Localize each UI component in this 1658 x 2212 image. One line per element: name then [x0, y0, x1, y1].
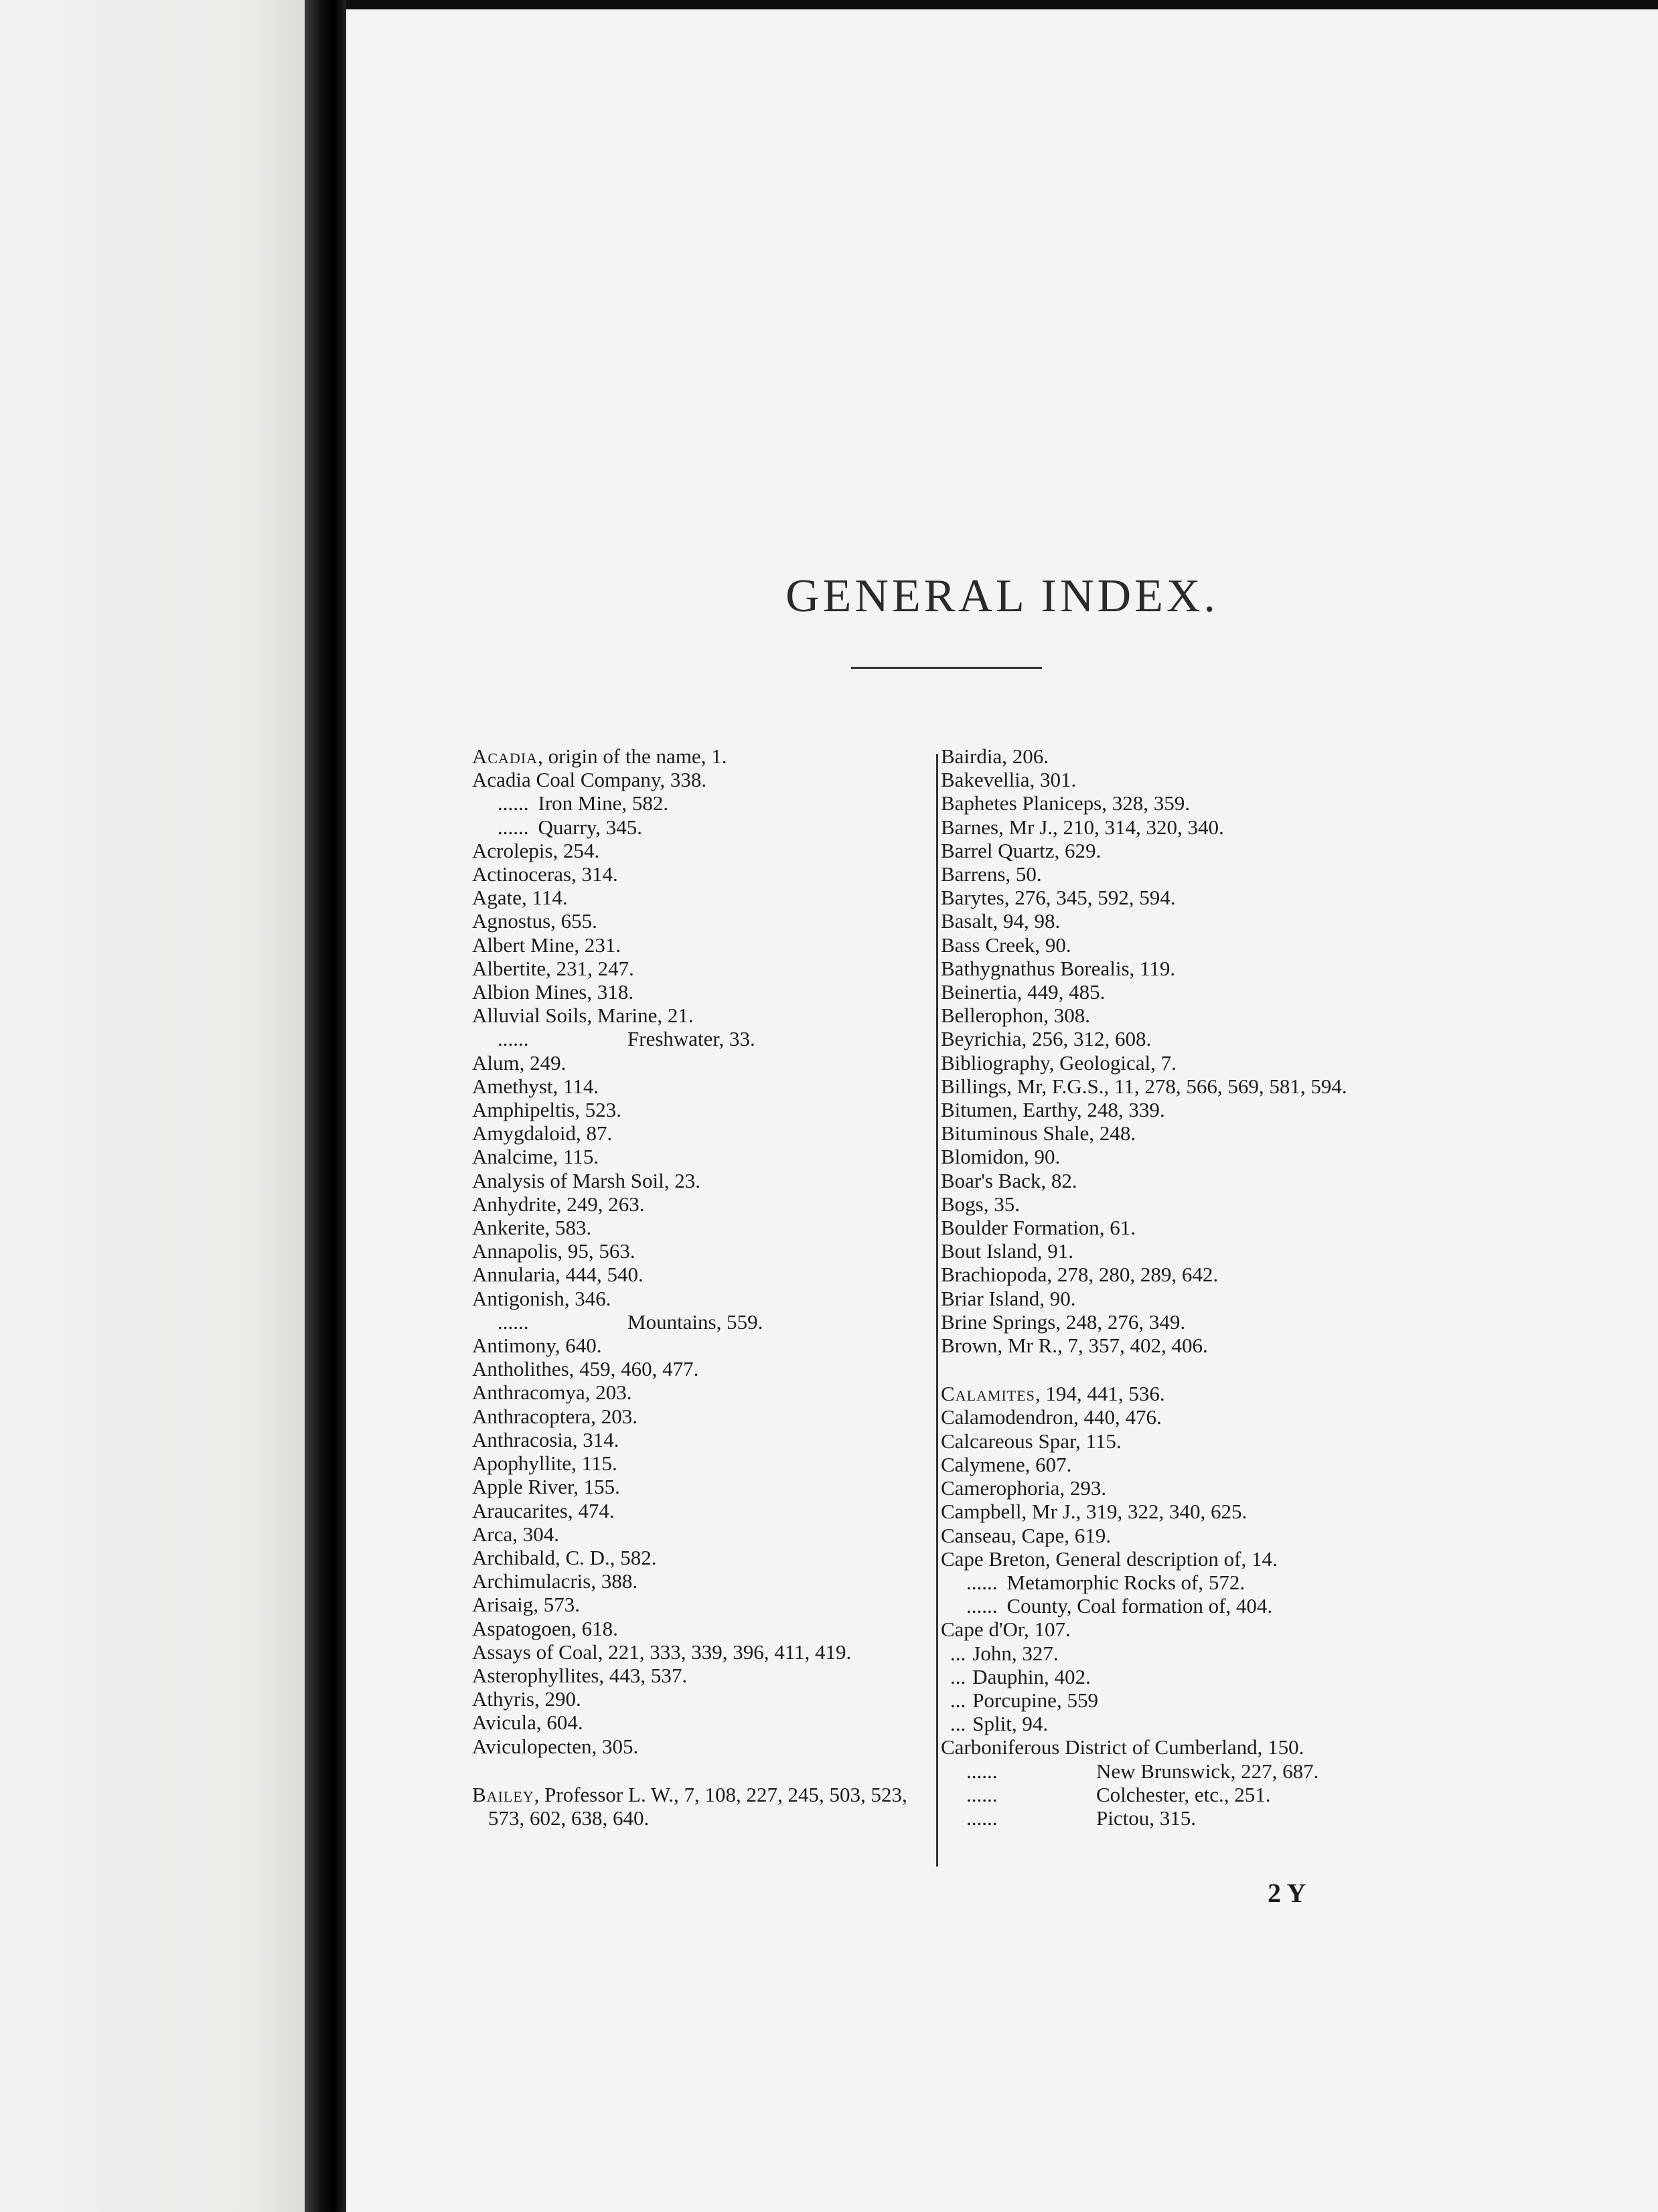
index-entry [941, 1712, 1416, 1735]
index-entry [472, 1711, 934, 1734]
index-entry-text: Athyris, 290. [472, 1687, 581, 1711]
index-entry [941, 1239, 1416, 1263]
index-entry [472, 1405, 934, 1428]
index-entry-text: Bellerophon, 308. [941, 1004, 1090, 1028]
index-entry [472, 1522, 934, 1546]
index-entry-text: Actinoceras, 314. [472, 862, 618, 886]
index-letter-head: Acadia [472, 744, 538, 768]
index-entry-text: Analysis of Marsh Soil, 23. [472, 1168, 700, 1192]
index-entry-text: Canseau, Cape, 619. [941, 1523, 1111, 1547]
index-entry-text: Araucarites, 474. [472, 1498, 615, 1522]
index-entry [941, 1806, 1416, 1830]
index-entry [941, 1524, 1416, 1547]
column-divider [936, 754, 938, 1867]
index-entry-text: Agate, 114. [472, 886, 568, 910]
index-entry-text: Barrens, 50. [941, 862, 1042, 886]
index-entry [941, 980, 1416, 1004]
index-entry [941, 1216, 1416, 1239]
index-entry-text: Metamorphic Rocks of, 572. [1006, 1570, 1246, 1594]
index-entry [472, 744, 934, 768]
index-entry [472, 980, 934, 1004]
index-column-right [941, 744, 1416, 1830]
index-entry [472, 909, 934, 933]
index-entry [941, 1735, 1416, 1759]
index-leader-dots: ... [950, 1712, 966, 1736]
index-entry [941, 1382, 1416, 1405]
index-entry [472, 768, 934, 791]
index-entry-text: County, Coal formation of, 404. [1006, 1594, 1273, 1618]
index-leader-dots: ...... [498, 1027, 529, 1051]
book-gutter [305, 0, 346, 2212]
index-leader-dots: ...... [498, 791, 529, 815]
index-entry-text: Annapolis, 95, 563. [472, 1239, 635, 1263]
index-entry [472, 1499, 934, 1522]
index-entry-text: , Professor L. W., 7, 108, 227, 245, 503, 523, 573, 602, 638, 640. [488, 1782, 907, 1830]
index-entry [941, 1783, 1416, 1806]
index-entry-text: , 194, 441, 536. [1035, 1382, 1165, 1406]
index-entry [941, 1334, 1416, 1357]
index-entry-text: Albertite, 231, 247. [472, 956, 634, 980]
index-entry-text: Agnostus, 655. [472, 909, 597, 933]
index-entry-text: Ankerite, 583. [472, 1216, 592, 1240]
index-entry [941, 1688, 1416, 1712]
index-leader-dots: ... [950, 1641, 966, 1665]
index-entry-text: Brine Springs, 248, 276, 349. [941, 1310, 1186, 1334]
index-entry-text: Anhydrite, 249, 263. [472, 1192, 645, 1216]
index-entry [472, 1027, 934, 1050]
index-entry-text: Basalt, 94, 98. [941, 909, 1061, 933]
index-letter-head: Calamites [941, 1382, 1035, 1406]
index-entry [941, 1547, 1416, 1571]
index-entry [941, 1500, 1416, 1523]
index-leader-dots: ...... [966, 1759, 998, 1783]
index-entry [941, 1476, 1416, 1500]
index-entry [941, 886, 1416, 909]
index-entry-text: New Brunswick, 227, 687. [1096, 1759, 1319, 1783]
index-entry-text: Bituminous Shale, 248. [941, 1121, 1136, 1146]
index-entry [941, 791, 1416, 815]
index-entry-text: Colchester, etc., 251. [1096, 1782, 1271, 1806]
index-entry [472, 1593, 934, 1616]
index-leader-dots: ... [950, 1664, 966, 1688]
index-entry-text: Porcupine, 559 [972, 1688, 1098, 1712]
index-entry [472, 1169, 934, 1192]
index-entry-text: Boulder Formation, 61. [941, 1216, 1136, 1240]
index-entry [472, 839, 934, 862]
index-entry-text: Billings, Mr, F.G.S., 11, 278, 566, 569, 581, 594. [941, 1074, 1347, 1098]
index-entry-text: Albert Mine, 231. [472, 933, 621, 957]
index-entry [941, 1594, 1416, 1617]
index-entry [941, 1192, 1416, 1216]
index-entry [941, 1665, 1416, 1688]
index-entry-text: Calcareous Spar, 115. [941, 1429, 1122, 1453]
index-entry [472, 1783, 934, 1830]
index-entry [941, 1429, 1416, 1453]
index-page [346, 9, 1658, 2212]
index-entry [941, 1004, 1416, 1027]
index-entry-text: Iron Mine, 582. [538, 791, 669, 815]
index-entry-text: Antigonish, 346. [472, 1286, 611, 1310]
index-entry-text: Baphetes Planiceps, 328, 359. [941, 791, 1190, 815]
index-entry [472, 1664, 934, 1687]
index-entry [941, 1098, 1416, 1121]
index-entry-text: Alluvial Soils, Marine, 21. [472, 1004, 694, 1028]
index-entry [941, 909, 1416, 933]
index-entry [472, 1687, 934, 1711]
index-entry [472, 1569, 934, 1593]
title-rule [851, 667, 1042, 669]
index-entry [941, 1405, 1416, 1429]
index-entry-text: Antimony, 640. [472, 1334, 602, 1358]
index-entry-text: Acrolepis, 254. [472, 838, 600, 862]
index-entry-text: Amethyst, 114. [472, 1074, 599, 1098]
index-entry-text: Arisaig, 573. [472, 1593, 581, 1617]
index-entry-text: Boar's Back, 82. [941, 1168, 1077, 1192]
index-entry-text: Calamodendron, 440, 476. [941, 1405, 1162, 1429]
index-entry-text: Bitumen, Earthy, 248, 339. [941, 1098, 1165, 1122]
index-entry-text: Pictou, 315. [1096, 1806, 1196, 1830]
index-entry-text: Cape Breton, General description of, 14. [941, 1547, 1278, 1571]
index-entry [941, 1453, 1416, 1476]
index-entry-text: Camerophoria, 293. [941, 1476, 1107, 1500]
index-entry [472, 933, 934, 957]
index-entry-text: Barytes, 276, 345, 592, 594. [941, 886, 1176, 910]
index-entry [941, 839, 1416, 862]
index-entry-text: Bakevellia, 301. [941, 768, 1077, 792]
index-entry [472, 1216, 934, 1239]
index-leader-dots: ...... [966, 1570, 998, 1594]
index-entry [472, 1546, 934, 1569]
index-entry [941, 1759, 1416, 1783]
left-page-blank [0, 0, 315, 2212]
index-entry-text: Alum, 249. [472, 1050, 567, 1075]
index-entry-text: Assays of Coal, 221, 333, 339, 396, 411, 419. [472, 1640, 852, 1664]
index-entry [472, 886, 934, 909]
index-entry [472, 1239, 934, 1263]
index-entry [472, 957, 934, 980]
index-entry [472, 1640, 934, 1664]
index-entry-text: Aspatogoen, 618. [472, 1616, 618, 1640]
index-letter-head: Bailey [472, 1782, 534, 1806]
index-leader-dots: ...... [966, 1782, 998, 1806]
index-entry-text: Anthracosia, 314. [472, 1427, 619, 1451]
index-entry [472, 1121, 934, 1145]
index-entry-text: Split, 94. [972, 1712, 1049, 1736]
index-entry [472, 1428, 934, 1451]
index-entry-text: Albion Mines, 318. [472, 980, 634, 1004]
index-entry [941, 1642, 1416, 1665]
index-entry [941, 1263, 1416, 1286]
index-entry-text: Bathygnathus Borealis, 119. [941, 956, 1176, 980]
index-entry [941, 768, 1416, 791]
index-column-left [472, 744, 934, 1830]
index-entry-text: Quarry, 345. [538, 815, 643, 839]
index-entry-text: Briar Island, 90. [941, 1286, 1076, 1310]
index-entry [941, 1145, 1416, 1168]
index-entry [472, 1334, 934, 1357]
index-entry [472, 1310, 934, 1334]
page-title: GENERAL INDEX. [785, 570, 1219, 622]
index-entry [941, 933, 1416, 957]
index-entry [472, 1617, 934, 1640]
index-entry-text: Dauphin, 402. [972, 1664, 1091, 1688]
index-entry-text: Brachiopoda, 278, 280, 289, 642. [941, 1263, 1219, 1287]
index-entry-text: Calymene, 607. [941, 1452, 1072, 1476]
index-entry [941, 862, 1416, 886]
index-entry-text: Antholithes, 459, 460, 477. [472, 1357, 699, 1381]
index-leader-dots: ...... [498, 815, 529, 839]
index-entry [941, 1051, 1416, 1075]
index-entry [472, 1357, 934, 1380]
index-entry [941, 744, 1416, 768]
index-entry-text: Analcime, 115. [472, 1145, 599, 1169]
index-entry-text: Barnes, Mr J., 210, 314, 320, 340. [941, 815, 1224, 839]
index-entry [472, 1735, 934, 1758]
index-entry [472, 1287, 934, 1310]
index-entry [941, 1075, 1416, 1098]
index-leader-dots: ...... [966, 1594, 998, 1618]
index-entry-text: Freshwater, 33. [627, 1027, 755, 1051]
index-entry-text: Beyrichia, 256, 312, 608. [941, 1027, 1152, 1051]
index-entry-text: Beinertia, 449, 485. [941, 980, 1106, 1004]
index-entry [941, 1287, 1416, 1310]
index-entry [941, 1121, 1416, 1145]
index-entry-text: , origin of the name, 1. [538, 744, 727, 768]
index-entry-text: Bibliography, Geological, 7. [941, 1050, 1177, 1075]
index-entry-text: Archimulacris, 388. [472, 1569, 638, 1593]
index-entry-text: Bass Creek, 90. [941, 933, 1071, 957]
index-entry-text: Arca, 304. [472, 1522, 559, 1546]
index-entry-text: Asterophyllites, 443, 537. [472, 1663, 688, 1687]
index-entry-text: Apple River, 155. [472, 1475, 620, 1499]
index-entry [472, 1145, 934, 1168]
index-entry-text: Campbell, Mr J., 319, 322, 340, 625. [941, 1500, 1248, 1524]
index-entry [472, 1098, 934, 1121]
index-entry-text: Annularia, 444, 540. [472, 1263, 644, 1287]
index-entry-text: Anthracomya, 203. [472, 1380, 632, 1405]
index-entry-text: Barrel Quartz, 629. [941, 838, 1102, 862]
index-leader-dots: ...... [498, 1310, 529, 1334]
index-entry-text: Archibald, C. D., 582. [472, 1545, 657, 1569]
index-entry-text: Bairdia, 206. [941, 744, 1049, 768]
index-entry [472, 1263, 934, 1286]
index-entry-text: Avicula, 604. [472, 1711, 583, 1735]
index-entry-text: Anthracoptera, 203. [472, 1404, 638, 1428]
index-entry [941, 1571, 1416, 1594]
index-leader-dots: ...... [966, 1806, 998, 1830]
index-entry [472, 791, 934, 815]
index-entry [472, 1075, 934, 1098]
index-entry-text: Apophyllite, 115. [472, 1451, 617, 1476]
index-entry-text: Bogs, 35. [941, 1192, 1020, 1216]
index-entry-text: John, 327. [972, 1641, 1059, 1665]
index-entry-text: Brown, Mr R., 7, 357, 402, 406. [941, 1334, 1208, 1358]
index-entry-text: Amphipeltis, 523. [472, 1098, 622, 1122]
index-entry [941, 1310, 1416, 1334]
index-entry [941, 815, 1416, 839]
index-leader-dots: ... [950, 1688, 966, 1712]
index-entry-text: Carboniferous District of Cumberland, 150. [941, 1735, 1304, 1759]
index-entry [472, 862, 934, 886]
index-entry-text: Aviculopecten, 305. [472, 1734, 639, 1758]
index-entry-text: Blomidon, 90. [941, 1145, 1061, 1169]
index-entry [472, 1004, 934, 1027]
signature-mark: 2 Y [1268, 1878, 1306, 1908]
index-entry-text: Bout Island, 91. [941, 1239, 1074, 1263]
index-entry [472, 815, 934, 839]
index-entry [941, 957, 1416, 980]
index-entry-text: Mountains, 559. [627, 1310, 763, 1334]
index-entry-text: Amygdaloid, 87. [472, 1121, 613, 1146]
index-entry [472, 1475, 934, 1498]
index-entry [472, 1051, 934, 1075]
index-entry [472, 1451, 934, 1475]
index-entry [941, 1027, 1416, 1050]
index-entry [941, 1169, 1416, 1192]
index-entry [472, 1192, 934, 1216]
index-entry [472, 1380, 934, 1404]
index-entry-text: Acadia Coal Company, 338. [472, 768, 707, 792]
index-entry [941, 1617, 1416, 1641]
index-entry-text: Cape d'Or, 107. [941, 1617, 1071, 1642]
